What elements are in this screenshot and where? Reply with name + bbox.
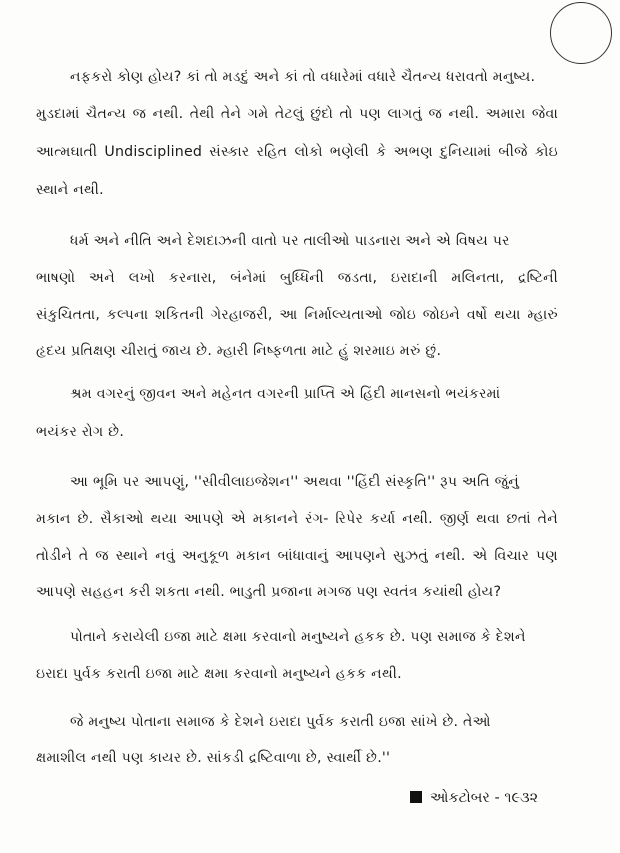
paragraph-4-line-4: આપણે સહહન કરી શકતા નથી. ભાડુતી પ્રજાના મગજ પણ સ્વતંત્ર કયાંથી હોય? [36, 584, 502, 600]
paragraph-6-line-2: ક્ષમાશીલ નથી પણ કાયર છે. સાંકડી દ્રષ્ટિવાળા છે, સ્વાર્થી છે.'' [36, 750, 391, 766]
paragraph-1-line-1: નફકરો કોણ હોય? કાં તો મડદું અને કાં તો વધારેમાં વધારે ચૈતન્ય ધરાવતો મનુષ્ય. [70, 69, 536, 85]
paragraph-5-line-2: ઇરાદા પુર્વક કરાતી ઇજા માટે ક્ષમા કરવાનો મનુષ્યને હકક નથી. [36, 666, 402, 682]
paragraph-2-line-2: ભાષણો અને લખો કરનારા, બંનેમાં બુધ્ધિની જડતા, ઇરાદાની મલિનતા, દ્રષ્ટિની [36, 270, 558, 286]
paragraph-4-line-3: તોડીને તે જ સ્થાને નવું અનુકૂળ મકાન બાંધાવાનું આપણને સુઝતું નથી. એ વિચાર પણ [36, 548, 558, 564]
paragraph-2-line-4: હૃદય પ્રતિક્ષણ ચીરાતું જાય છે. મ્હારી નિષ્ફળતા માટે હું શરમાઇ મરું છું. [36, 343, 442, 359]
paragraph-1-line-2: મુડદામાં ચૈતન્ય જ નથી. તેથી તેને ગમે તેટલું છુંદો તો પણ લાગતું જ નથી. અમારા જેવા [36, 106, 558, 122]
paragraph-2-line-3: સંકુચિતતા, કલ્પના શકિતની ગેરહાજરી, આ નિર્માલ્યતાઓ જોઇ જોઇને વર્ષો થયા મ્હારું [36, 307, 558, 323]
date-text: ઓકટોબર - ૧૯૩૨ [430, 790, 539, 806]
paragraph-1-line-3: આત્મઘાતી Undisciplined સંસ્કાર રહિત લોકો ભણેલી કે અભણ દુનિયામાં બીજે કોઇ [36, 144, 558, 160]
paragraph-4-line-1: આ ભૂમિ પર આપણું, ''સીવીલાઇજેશન'' અથવા ''હિંદી સંસ્કૃતિ'' રૂપ અતિ જુંનું [70, 474, 520, 490]
date-signature [410, 788, 538, 808]
black-square-bullet-icon [410, 791, 422, 803]
page-corner-circle-mark [550, 2, 612, 64]
paragraph-4-line-2: મકાન છે. સૈકાઓ થયા આપણે એ મકાનને રંગ- રિપેર કર્યા નથી. જીર્ણ થવા છતાં તેને [36, 511, 558, 527]
paragraph-5-line-1: પોતાને કરાયેલી ઇજા માટે ક્ષમા કરવાનો મનુષ્યને હકક છે. પણ સમાજ કે દેશને [70, 629, 526, 645]
paragraph-6-line-1: જે મનુષ્ય પોતાના સમાજ કે દેશને ઇરાદા પુર્વક કરાતી ઇજા સાંખે છે. તેઓ [70, 714, 491, 730]
paragraph-2-line-1: ધર્મ અને નીતિ અને દેશદાઝની વાતો પર તાલીઓ પાડનારા અને એ વિષય પર [70, 233, 510, 249]
paragraph-3-line-2: ભયંકર રોગ છે. [36, 424, 125, 440]
paragraph-1-line-4: સ્થાને નથી. [36, 182, 104, 198]
paragraph-3-line-1: શ્રમ વગરનું જીવન અને મહેનત વગરની પ્રાપ્તિ એ હિંદી માનસનો ભયંકરમાં [70, 386, 501, 402]
